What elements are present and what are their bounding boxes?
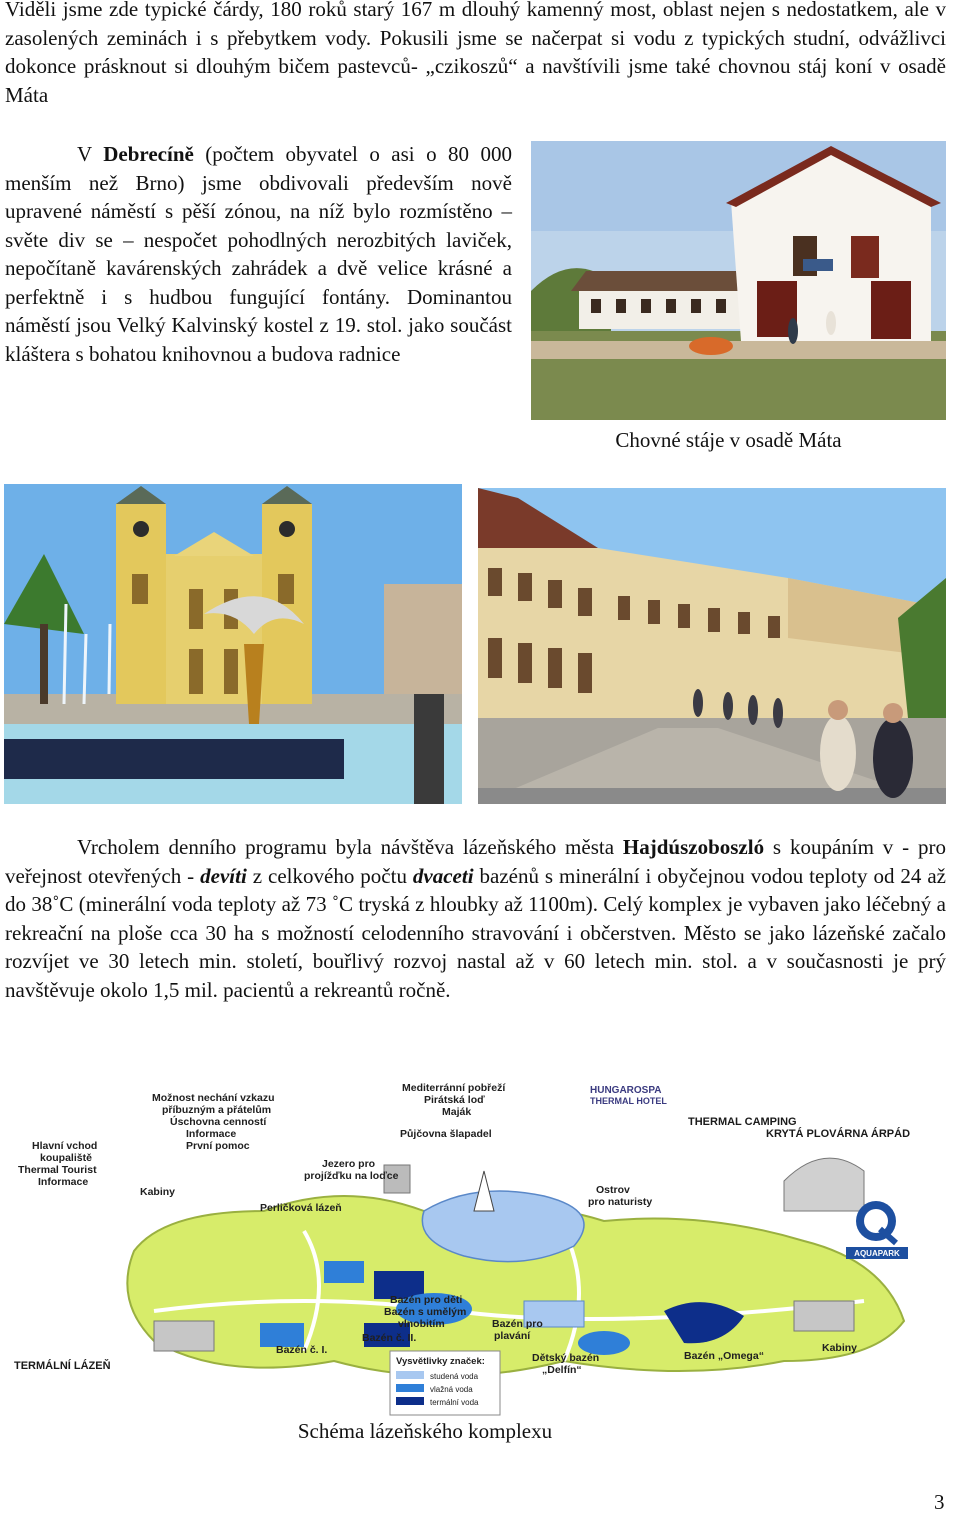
- legend-title: Vysvětlivky značek:: [396, 1356, 485, 1367]
- map-delfin-1: Dětský bazén: [532, 1352, 600, 1364]
- map-omega: Bazén „Omega“: [684, 1350, 764, 1362]
- spa-map: [4, 1061, 947, 1417]
- debrecen-city: Debrecíně: [103, 142, 194, 166]
- legend-cold: studená voda: [430, 1372, 479, 1381]
- intro-paragraph: [5, 0, 946, 109]
- map-island-1: Ostrov: [596, 1184, 630, 1196]
- legend-swatch-thermal: [396, 1397, 424, 1405]
- map-messages-4: Informace: [186, 1128, 237, 1140]
- legend-thermal: termální voda: [430, 1398, 479, 1407]
- map-cabins-left: Kabiny: [140, 1186, 176, 1198]
- spa-twenty: dvaceti: [412, 863, 474, 888]
- spa-text-4: bazénů s minerální i obyčejnou vodou teploty od 24 až do 38˚C (minerální voda teploty až 73 ˚C tryská z hloubky až 1100m). Celý komplex je vybaven jako léčebný a rekreační na ploše cca 30 ha s možností celodenního stravování i občerstven. Město se jako lázeňské začalo rozvíjet ve 30 letech min. století, bouřlivý rozvoj nastal až v 60 letech min. stol. a v současnosti je prý navštěvuje okolo 1,5 mil. pacientů a rekreantů ročně.: [5, 863, 946, 1002]
- spa-paragraph: [5, 833, 946, 1004]
- map-kids-pool: Bazén pro děti: [390, 1294, 463, 1306]
- debrecen-prefix: V: [77, 142, 104, 166]
- spa-text-2: s koupáním v - pro veřejnost otevřených -: [5, 835, 946, 888]
- map-main-entrance-4: Informace: [38, 1176, 89, 1188]
- map-messages-3: Úschovna cenností: [170, 1116, 267, 1128]
- map-swim-pool-2: plavání: [494, 1330, 531, 1342]
- map-wave-pool-1: Bazén s umělým: [384, 1306, 467, 1318]
- legend-swatch-warm: [396, 1384, 424, 1392]
- legend-warm: vlažná voda: [430, 1385, 473, 1394]
- street-illustration: [478, 488, 946, 804]
- map-delfin-2: „Delfín“: [542, 1364, 582, 1376]
- map-messages-5: První pomoc: [186, 1140, 250, 1152]
- church-photo: [4, 484, 462, 804]
- spa-text-3: z celkového počtu: [246, 863, 413, 888]
- debrecen-paragraph: [5, 140, 512, 368]
- map-island-2: pro naturisty: [588, 1196, 653, 1208]
- map-wave-pool-2: vlnobitím: [398, 1318, 445, 1330]
- intro-text: Viděli jsme zde typické čárdy, 180 roků starý 167 m dlouhý kamenný most, oblast nejen s nedostatkem, ale v zasolených zeminách i s přebytkem vody. Pokusili jsme se načerpat si vodu z typických studní, odvážlivci dokonce prásknout si dlouhým bičem pastevců- „czikoszů“ a navštívili jsme také chovnou stáj koní v osadě Máta: [5, 0, 946, 107]
- street-photo: [478, 488, 946, 804]
- map-mediterranean-2: Pirátská loď: [424, 1094, 485, 1106]
- map-mediterranean-1: Mediterránní pobřeží: [402, 1082, 506, 1094]
- stable-illustration: [531, 141, 946, 420]
- aquapark-text: AQUAPARK: [854, 1249, 900, 1258]
- spa-city: Hajdúszoboszló: [622, 835, 765, 859]
- page-number: 3: [934, 1490, 945, 1514]
- map-rental: Půjčovna šlapadel: [400, 1128, 492, 1140]
- map-legend: [390, 1351, 500, 1415]
- map-cabins-right: Kabiny: [822, 1342, 858, 1354]
- map-covered-pool: KRYTÁ PLOVÁRNA ÁRPÁD: [766, 1128, 911, 1140]
- map-bubble-bath: Perličková lázeň: [260, 1202, 342, 1214]
- map-thermal-baths: TERMÁLNÍ LÁZEŇ: [14, 1360, 111, 1372]
- church-illustration: [4, 484, 462, 804]
- map-camping: THERMAL CAMPING: [688, 1116, 797, 1128]
- map-caption: Schéma lázeňského komplexu: [297, 1419, 553, 1443]
- map-main-entrance-1: Hlavní vchod: [32, 1140, 98, 1152]
- map-pool2: Bazén č. II.: [362, 1332, 417, 1344]
- pool-shape-1: [324, 1261, 364, 1283]
- map-pool1: Bazén č. I.: [276, 1344, 328, 1356]
- map-hotel-1: HUNGAROSPA: [590, 1085, 662, 1096]
- spa-nine: devíti: [200, 863, 247, 888]
- map-messages-1: Možnost nechání vzkazu: [152, 1092, 275, 1104]
- legend-swatch-cold: [396, 1371, 424, 1379]
- map-mediterranean-3: Maják: [442, 1106, 472, 1118]
- stable-caption: Chovné stáje v osadě Máta: [615, 428, 842, 452]
- map-messages-2: příbuzným a přátelům: [162, 1104, 272, 1116]
- debrecen-text: (počtem obyvatel o asi o 80 000 menším než Brno) jsme obdivovali především nově upravené náměstí s pěší zónou, na níž bylo rozmístěno – světe div se – nespočet pohodlných nerozbitých laviček, nepočítaně kavárenských zahrádek a dvě velice krásné a perfektně i s hudbou fungující fontány. Dominantou náměstí jsou Velký Kalvinský kostel z 19. stol. jako součást kláštera s bohatou knihovnou a budova radnice: [5, 142, 512, 366]
- stable-photo: [531, 141, 946, 420]
- spa-map-illustration: [4, 1061, 947, 1417]
- map-lake-1: Jezero pro: [322, 1158, 376, 1170]
- map-main-entrance-2: koupaliště: [40, 1152, 92, 1164]
- map-swim-pool-1: Bazén pro: [492, 1318, 543, 1330]
- map-lake-2: projížďku na loďce: [304, 1170, 399, 1182]
- spa-text-1: Vrcholem denního programu byla návštěva lázeňského města: [77, 835, 623, 859]
- map-hotel-2: THERMAL HOTEL: [590, 1096, 667, 1106]
- map-main-entrance-3: Thermal Tourist: [18, 1164, 97, 1176]
